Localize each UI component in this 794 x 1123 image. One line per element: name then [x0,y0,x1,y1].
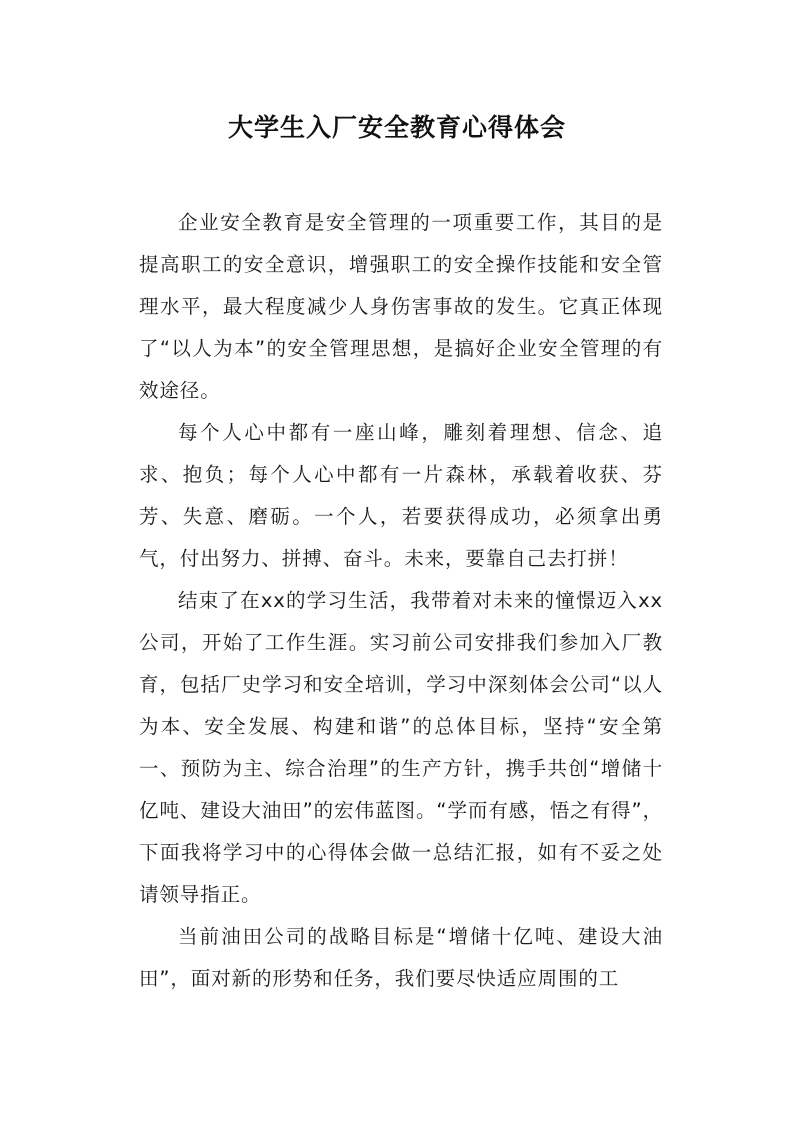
paragraph-4: 当前油田公司的战略目标是“增储十亿吨、建设大油田”，面对新的形势和任务，我们要尽快适应周围的工 [139,925,663,990]
paragraph-1: 企业安全教育是安全管理的一项重要工作，其目的是提高职工的安全意识，增强职工的安全操作技能和安全管理水平，最大程度减少人身伤害事故的发生。它真正体现了“以人为本”的安全管理思想，是搞好企业安全管理的有效途径。 [139,211,663,402]
document-body [139,202,663,1000]
document-title: 大学生入厂安全教育心得体会 [227,113,566,142]
paragraph-3: 结束了在xx的学习生活，我带着对未来的憧憬迈入xx公司，开始了工作生涯。实习前公司安排我们参加入厂教育，包括厂史学习和安全培训，学习中深刻体会公司“以人为本、安全发展、构建和谐”的总体目标，坚持“安全第一、预防为主、综合治理”的生产方针，携手共创“增储十亿吨、建设大油田”的宏伟蓝图。“学而有感，悟之有得”，下面我将学习中的心得体会做一总结汇报，如有不妥之处请领导指正。 [139,589,663,906]
paragraph-2: 每个人心中都有一座山峰，雕刻着理想、信念、追求、抱负；每个人心中都有一片森林，承载着收获、芬芳、失意、磨砺。一个人，若要获得成功，必须拿出勇气，付出努力、拼搏、奋斗。未来，要靠自己去打拼！ [139,421,663,570]
